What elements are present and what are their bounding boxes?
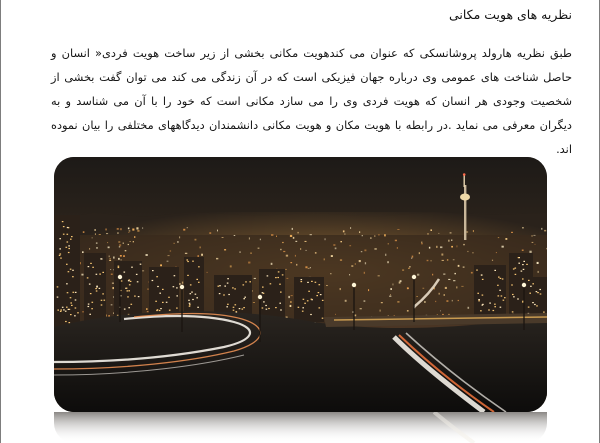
section-heading: نظریه های هویت مکانی	[448, 7, 572, 22]
body-paragraph: طبق نظریه هارولد پروشانسکی که عنوان می کندهویت مکانی بخشی از زیر ساخت هویت فردی« انسان و حاصل شناخت های عمومی وی درباره جهان فیزیکی است که در آن زندگی می کند می توان گفت بخشی از شخصیت وجودی هر انسان که هویت فردی وی را می سازد مکانی است که خود را با آن می شناسد و به دیگران معرفی می نماید .در رابطه با هویت مکان و هویت مکانی دانشمندان دیدگاههای مختلفی را بیان نموده اند.	[51, 46, 572, 156]
city-night-photo-graphic	[54, 157, 547, 412]
photo-reflection-graphic	[54, 412, 547, 443]
photo-reflection	[54, 412, 547, 443]
city-night-photo	[54, 157, 547, 412]
